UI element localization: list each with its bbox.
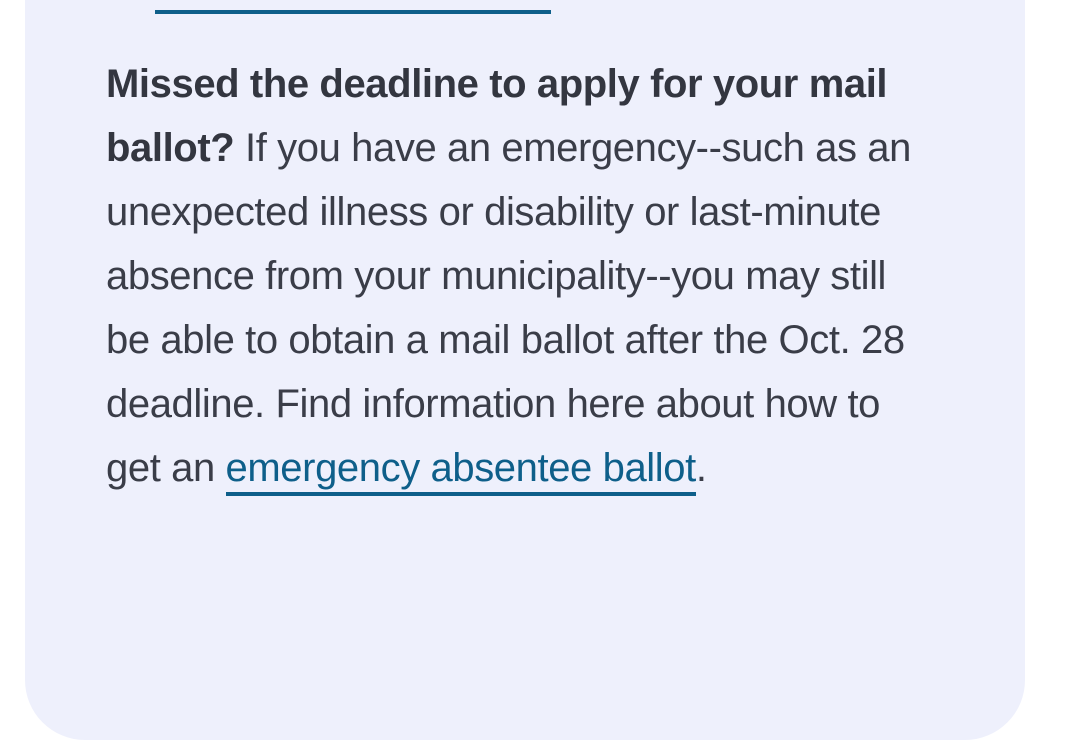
- deadline-notice-paragraph: [106, 52, 936, 500]
- notice-trailing: .: [695, 446, 707, 490]
- notice-body: If you have an emergency--such as an unexpected illness or disability or last-minute absence from your municipality--you may still be able to obtain a mail ballot after the Oct. 28 deadline. Find information here about how to get an: [106, 126, 911, 490]
- previous-link-underline[interactable]: [155, 0, 551, 14]
- notice-lead: Missed the deadline to apply for your mail ballot?: [106, 62, 888, 170]
- emergency-absentee-ballot-link[interactable]: emergency absentee ballot: [226, 446, 696, 496]
